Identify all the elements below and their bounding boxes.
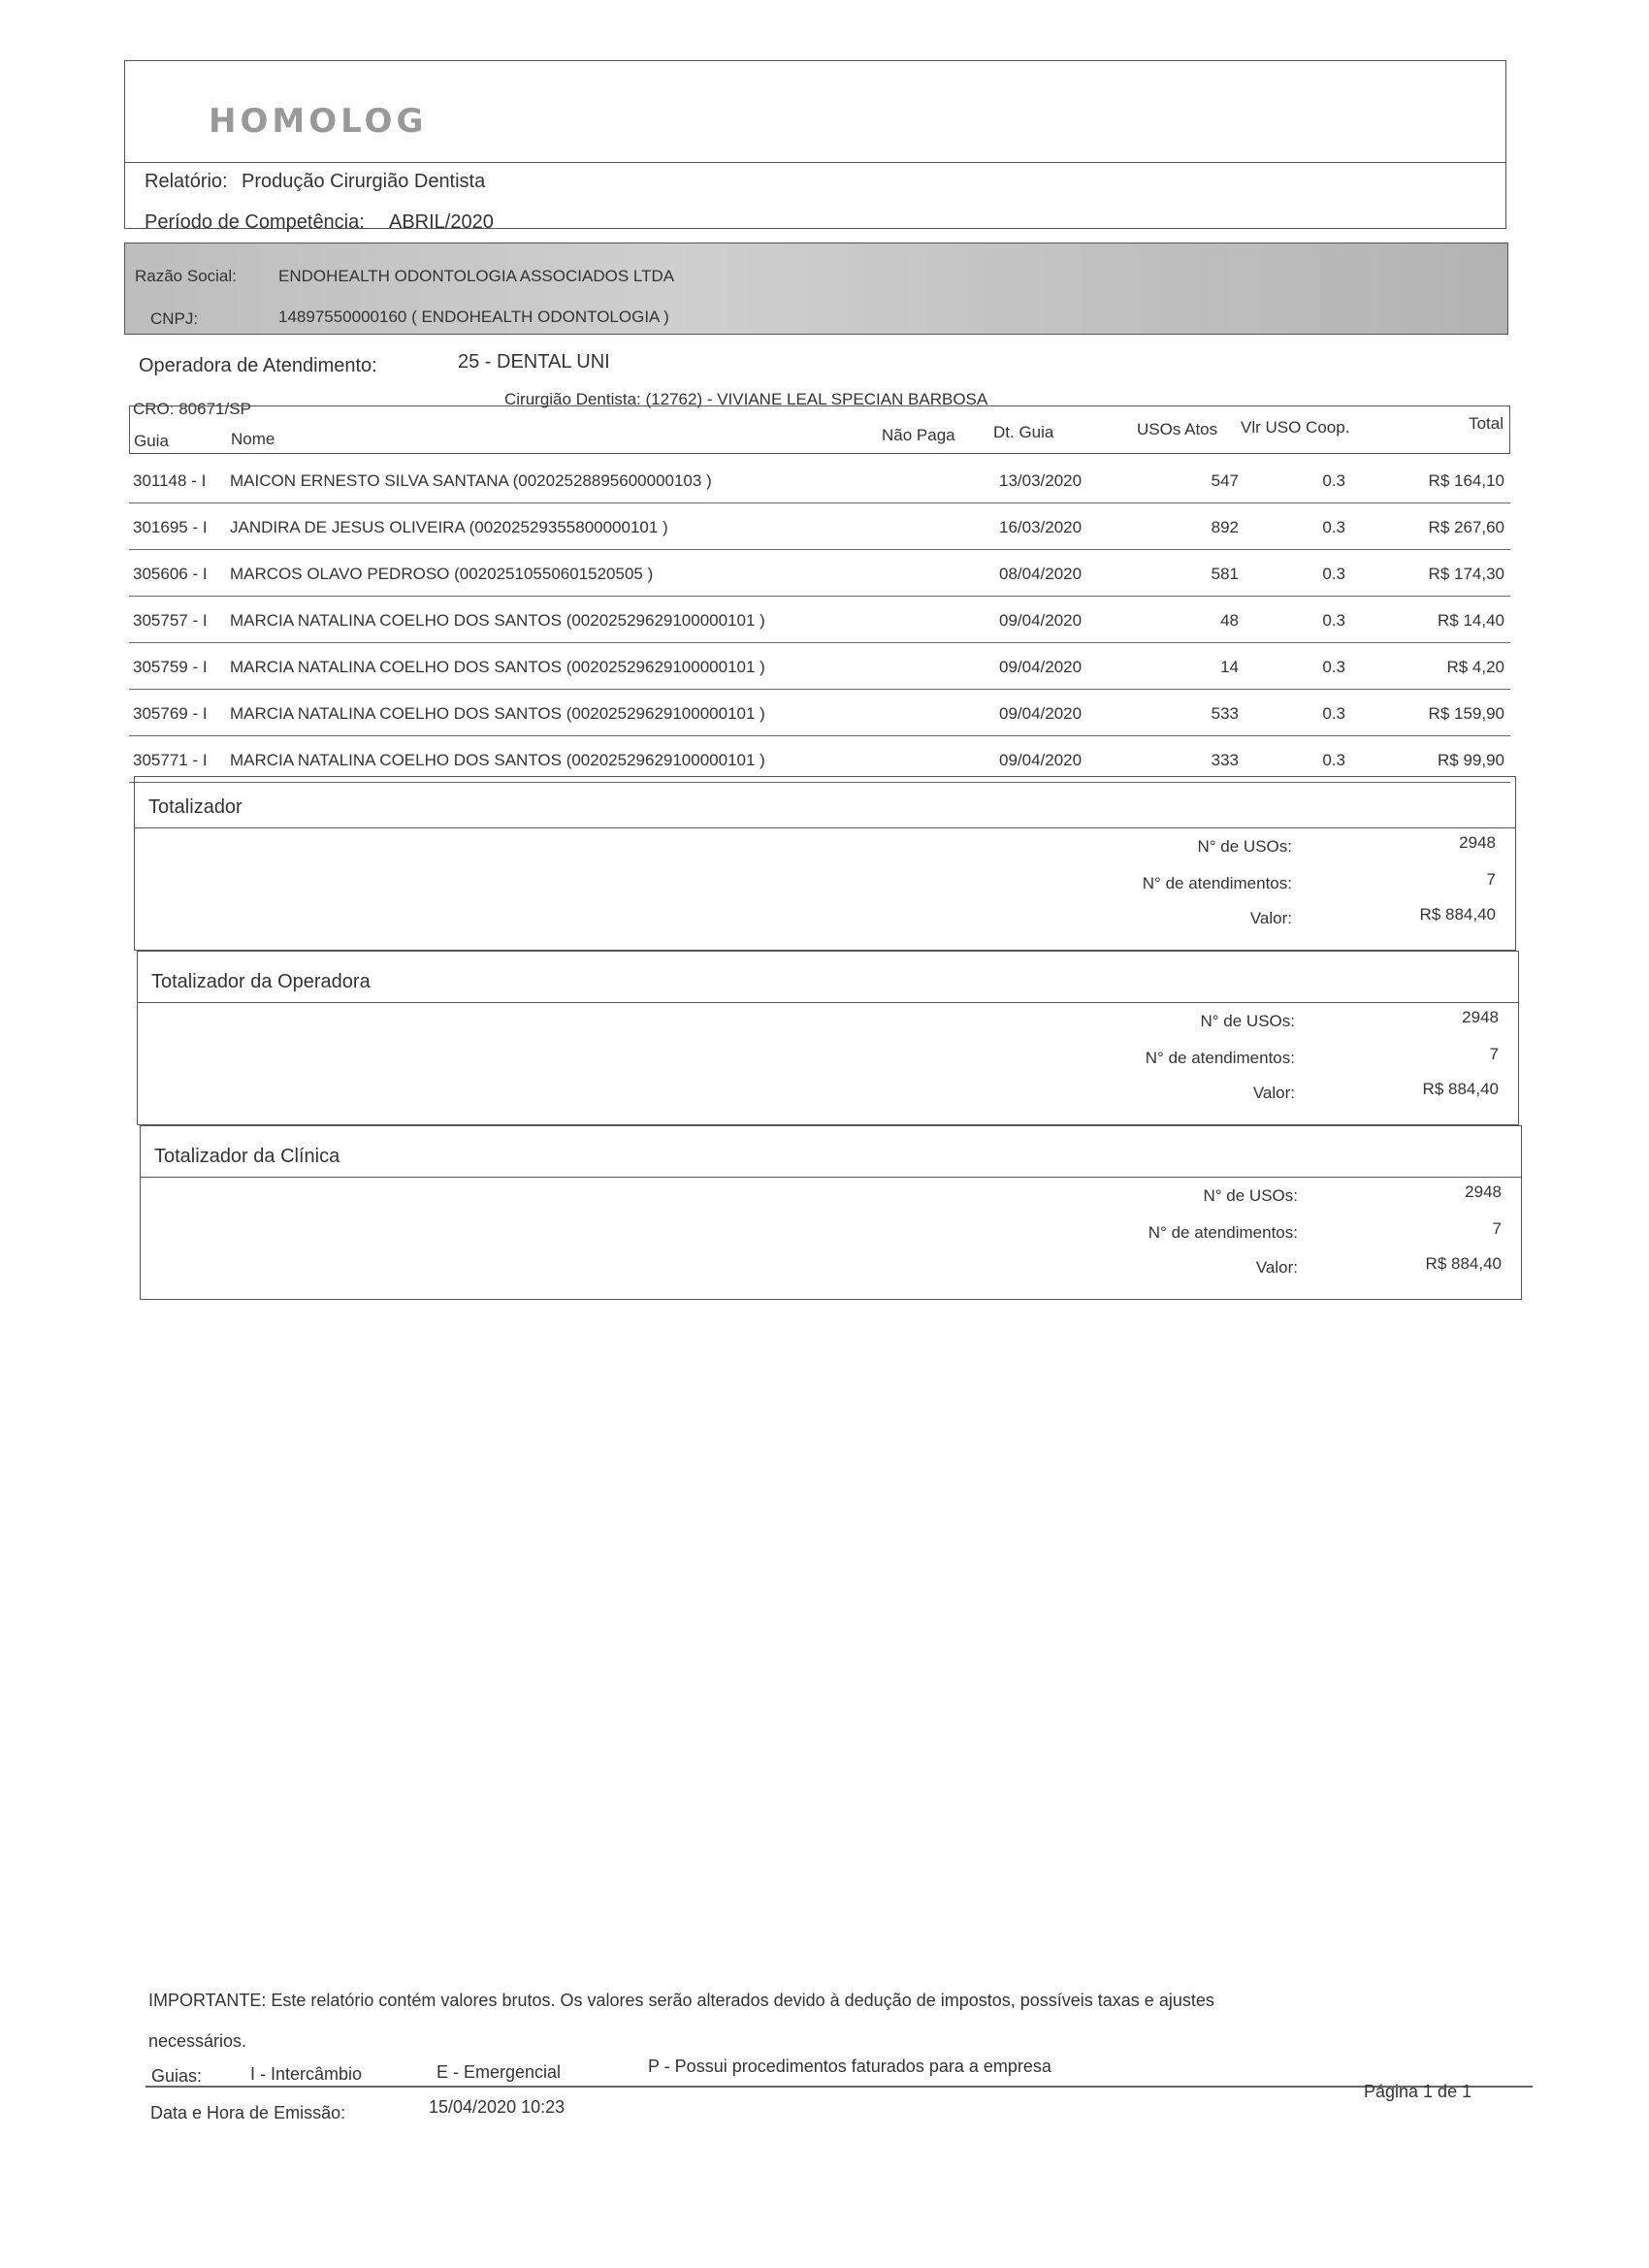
razao-label: Razão Social: <box>135 267 237 285</box>
valor-label: Valor: <box>1249 909 1292 927</box>
guias-label: Guias: <box>151 2066 203 2086</box>
table-row <box>129 456 1510 503</box>
operadora-label: Operadora de Atendimento: <box>139 355 377 376</box>
table-row <box>129 642 1510 690</box>
row-usos: 547 <box>1211 471 1239 490</box>
row-guia: 305757 - I <box>133 611 208 630</box>
col-nao-paga: Não Paga <box>882 426 955 444</box>
row-dt-guia: 09/04/2020 <box>999 751 1083 769</box>
legend-emergencial: E - Emergencial <box>436 2062 562 2082</box>
atendimentos-label: N° de atendimentos: <box>1145 1049 1295 1067</box>
row-usos: 533 <box>1211 704 1239 723</box>
atendimentos-label: N° de atendimentos: <box>1142 874 1292 892</box>
totalizer-divider <box>135 827 1515 828</box>
usos-label: N° de USOs: <box>1200 1012 1295 1030</box>
row-dt-guia: 09/04/2020 <box>999 611 1083 630</box>
totalizer-title: Totalizador da Operadora <box>151 971 371 992</box>
row-total: R$ 267,60 <box>1428 518 1504 536</box>
important-note-cont: necessários. <box>148 2031 247 2051</box>
row-nome: MARCIA NATALINA COELHO DOS SANTOS (00202529629100000101 ) <box>230 751 765 769</box>
header-logo-box <box>124 60 1506 163</box>
valor-value: R$ 884,40 <box>1425 1254 1502 1273</box>
atendimentos-value: 7 <box>1492 1219 1502 1238</box>
row-vlr: 0.3 <box>1322 471 1345 490</box>
totalizer-title: Totalizador da Clínica <box>154 1146 340 1167</box>
row-nome: MARCIA NATALINA COELHO DOS SANTOS (00202529629100000101 ) <box>230 611 765 630</box>
row-total: R$ 164,10 <box>1428 471 1504 490</box>
homolog-logo: HOMOLOG <box>209 102 428 141</box>
row-vlr: 0.3 <box>1322 658 1345 676</box>
col-total: Total <box>1469 414 1504 433</box>
row-guia: 305769 - I <box>133 704 208 723</box>
legend-possui: P - Possui procedimentos faturados para a empresa <box>648 2057 1051 2076</box>
important-note: IMPORTANTE: Este relatório contém valores brutos. Os valores serão alterados devido à dedução de impostos, possíveis taxas e ajustes <box>148 1991 1214 2010</box>
row-guia: 305606 - I <box>133 565 208 583</box>
usos-label: N° de USOs: <box>1197 837 1292 856</box>
col-usos: USOs Atos <box>1137 420 1218 438</box>
totalizer-box <box>140 1125 1522 1300</box>
footer-divider <box>146 2086 1533 2088</box>
usos-value: 2948 <box>1465 1183 1502 1201</box>
col-nome: Nome <box>231 430 275 448</box>
usos-label: N° de USOs: <box>1203 1186 1298 1205</box>
row-vlr: 0.3 <box>1322 565 1345 583</box>
row-vlr: 0.3 <box>1322 751 1345 769</box>
row-nome: JANDIRA DE JESUS OLIVEIRA (00202529355800000101 ) <box>230 518 668 536</box>
row-vlr: 0.3 <box>1322 518 1345 536</box>
table-row <box>129 596 1510 643</box>
report-value: Produção Cirurgião Dentista <box>242 171 486 192</box>
col-dt-guia: Dt. Guia <box>993 423 1054 441</box>
row-guia: 301695 - I <box>133 518 208 536</box>
table-row <box>129 549 1510 597</box>
row-total: R$ 14,40 <box>1438 611 1504 630</box>
page-number: Página 1 de 1 <box>1364 2082 1472 2101</box>
row-dt-guia: 08/04/2020 <box>999 565 1083 583</box>
table-header <box>129 405 1510 454</box>
row-nome: MAICON ERNESTO SILVA SANTANA (00202528895600000103 ) <box>230 471 712 490</box>
totalizer-title: Totalizador <box>148 796 242 818</box>
cro-number: CRO: 80671/SP <box>133 400 251 418</box>
row-nome: MARCOS OLAVO PEDROSO (00202510550601520505 ) <box>230 565 654 583</box>
period-label: Período de Competência: <box>145 211 365 233</box>
valor-label: Valor: <box>1255 1258 1298 1277</box>
row-usos: 581 <box>1211 565 1239 583</box>
row-vlr: 0.3 <box>1322 704 1345 723</box>
operadora-value: 25 - DENTAL UNI <box>458 351 610 373</box>
valor-value: R$ 884,40 <box>1419 905 1496 923</box>
totalizer-divider <box>141 1177 1521 1178</box>
cnpj-label: CNPJ: <box>150 309 199 328</box>
row-total: R$ 159,90 <box>1428 704 1504 723</box>
row-usos: 48 <box>1220 611 1239 630</box>
usos-value: 2948 <box>1462 1008 1499 1026</box>
row-nome: MARCIA NATALINA COELHO DOS SANTOS (00202529629100000101 ) <box>230 658 765 676</box>
row-vlr: 0.3 <box>1322 611 1345 630</box>
atendimentos-label: N° de atendimentos: <box>1148 1223 1298 1242</box>
row-dt-guia: 09/04/2020 <box>999 658 1083 676</box>
legend-intercambio: I - Intercâmbio <box>250 2064 363 2084</box>
table-row <box>129 689 1510 736</box>
emissao-label: Data e Hora de Emissão: <box>150 2103 346 2122</box>
row-nome: MARCIA NATALINA COELHO DOS SANTOS (00202529629100000101 ) <box>230 704 765 723</box>
emissao-value: 15/04/2020 10:23 <box>429 2097 566 2117</box>
cnpj-value: 14897550000160 ( ENDOHEALTH ODONTOLOGIA ) <box>278 308 669 326</box>
dentist-name: Cirurgião Dentista: (12762) - VIVIANE LEAL SPECIAN BARBOSA <box>504 390 988 408</box>
row-usos: 333 <box>1211 751 1239 769</box>
totalizer-box <box>137 951 1519 1125</box>
company-box <box>124 243 1508 335</box>
row-guia: 301148 - I <box>133 471 207 490</box>
row-dt-guia: 13/03/2020 <box>999 471 1083 490</box>
totalizer-divider <box>138 1002 1518 1003</box>
totalizer-box <box>134 776 1516 951</box>
atendimentos-value: 7 <box>1489 1045 1499 1063</box>
usos-value: 2948 <box>1459 833 1496 852</box>
row-dt-guia: 09/04/2020 <box>999 704 1083 723</box>
valor-value: R$ 884,40 <box>1422 1080 1499 1098</box>
col-vlr: Vlr USO Coop. <box>1241 418 1350 437</box>
row-usos: 14 <box>1220 658 1239 676</box>
row-total: R$ 99,90 <box>1438 751 1504 769</box>
atendimentos-value: 7 <box>1486 870 1496 889</box>
row-total: R$ 4,20 <box>1446 658 1504 676</box>
row-dt-guia: 16/03/2020 <box>999 518 1083 536</box>
row-usos: 892 <box>1211 518 1239 536</box>
report-info-box <box>124 161 1506 233</box>
row-guia: 305759 - I <box>133 658 208 676</box>
table-row <box>129 502 1510 550</box>
row-total: R$ 174,30 <box>1428 565 1504 583</box>
valor-label: Valor: <box>1252 1084 1295 1102</box>
report-label: Relatório: <box>145 171 228 192</box>
razao-value: ENDOHEALTH ODONTOLOGIA ASSOCIADOS LTDA <box>278 267 675 285</box>
col-guia: Guia <box>134 432 169 450</box>
row-guia: 305771 - I <box>133 751 208 769</box>
period-value: ABRIL/2020 <box>389 211 494 233</box>
